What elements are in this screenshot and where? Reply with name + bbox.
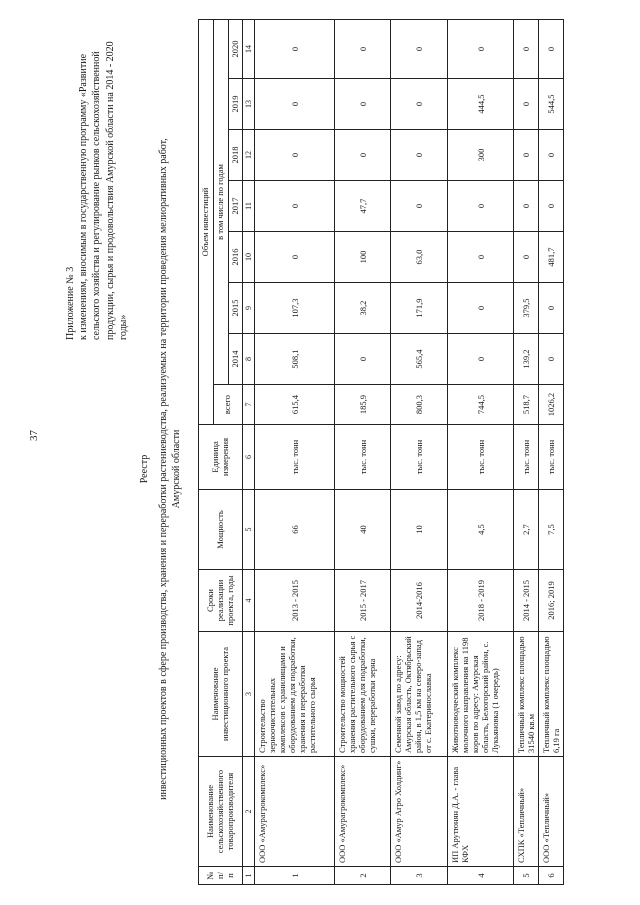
cell-unit: тыс. тонн (514, 425, 539, 490)
cell-year-2018: 300 (448, 130, 514, 181)
cell-period: 2014 - 2015 (514, 570, 539, 632)
cell-year-2019: 0 (391, 79, 448, 130)
header-producer: Наименование сельскохозяйственного товаропроизводителя (199, 757, 243, 867)
cell-year-2017: 0 (448, 181, 514, 232)
cell-capacity: 4,5 (448, 490, 514, 570)
header-year-2017: 2017 (228, 181, 243, 232)
header-num: № п/п (199, 867, 243, 885)
cell-total: 615,4 (255, 385, 335, 425)
cell-year-2018: 0 (391, 130, 448, 181)
column-number: 2 (243, 757, 255, 867)
header-period: Сроки реализации проекта, годы (199, 570, 243, 632)
cell-year-2015: 0 (448, 283, 514, 334)
cell-period: 2013 - 2015 (255, 570, 335, 632)
cell-year-2014: 508,1 (255, 334, 335, 385)
cell-year-2016: 0 (255, 232, 335, 283)
table-row (255, 19, 335, 884)
header-year-2015: 2015 (228, 283, 243, 334)
header-capacity: Мощность (199, 490, 243, 570)
column-number: 12 (243, 130, 255, 181)
cell-producer: ИП Арутюнян Д.А. - глава КФХ (448, 757, 514, 867)
cell-project: Тепличный комплекс площадью 31540 кв.м (514, 632, 539, 757)
table-row (448, 19, 514, 884)
cell-producer: ООО «Амур Агро Холдинг» (391, 757, 448, 867)
cell-year-2019: 444,5 (448, 79, 514, 130)
column-number: 13 (243, 79, 255, 130)
cell-project: Строительство мощностей хранения растительного сырья с оборудованием для подработки, сушки, переработки зерна (335, 632, 391, 757)
page-number: 37 (28, 430, 40, 441)
header-row-1 (199, 19, 214, 884)
cell-unit: тыс. тонн (255, 425, 335, 490)
cell-unit: тыс. тонн (448, 425, 514, 490)
cell-year-2014: 565,4 (391, 334, 448, 385)
cell-year-2017: 0 (514, 181, 539, 232)
cell-unit: тыс. тонн (335, 425, 391, 490)
cell-period: 2018 - 2019 (448, 570, 514, 632)
cell-year-2020: 0 (539, 19, 564, 78)
cell-num: 6 (539, 867, 564, 885)
registry-heading (138, 129, 183, 809)
cell-producer: ООО «Амурагрокомплекс» (255, 757, 335, 867)
cell-year-2018: 0 (539, 130, 564, 181)
cell-year-2020: 0 (448, 19, 514, 78)
cell-capacity: 40 (335, 490, 391, 570)
cell-total: 518,7 (514, 385, 539, 425)
registry-subtitle: инвестиционных проектов в сфере производства, хранения и переработки растениеводства, реализуемых на территории проведения мелиоративных работ, Амурской области (158, 138, 182, 800)
cell-year-2016: 63,0 (391, 232, 448, 283)
header-project: Наименование инвестиционного проекта (199, 632, 243, 757)
cell-year-2016: 481,7 (539, 232, 564, 283)
header-investment: Объем инвестиций (199, 19, 214, 424)
column-numbers-row (243, 19, 255, 884)
cell-producer: СХПК «Тепличный» (514, 757, 539, 867)
cell-year-2018: 0 (255, 130, 335, 181)
cell-year-2019: 0 (514, 79, 539, 130)
cell-year-2018: 0 (335, 130, 391, 181)
cell-unit: тыс. тонн (539, 425, 564, 490)
cell-total: 800,3 (391, 385, 448, 425)
cell-year-2016: 0 (514, 232, 539, 283)
cell-year-2019: 0 (255, 79, 335, 130)
cell-total: 185,9 (335, 385, 391, 425)
registry-title: Реестр (139, 454, 150, 484)
appendix-text: к изменениям, вносимым в государственную программу «Развитие сельского хозяйства и регулирование рынков сельскохозяйственной продукции, сырья и продовольствия Амурской области на 2014 - 2020 годы» (78, 41, 129, 340)
header-including: в том числе по годам (213, 19, 228, 384)
header-total: всего (213, 385, 243, 425)
column-number: 5 (243, 490, 255, 570)
cell-year-2016: 100 (335, 232, 391, 283)
column-number: 1 (243, 867, 255, 885)
header-year-2018: 2018 (228, 130, 243, 181)
cell-year-2015: 0 (539, 283, 564, 334)
cell-project: Тепличный комплекс площадью 6,19 га (539, 632, 564, 757)
cell-capacity: 66 (255, 490, 335, 570)
cell-capacity: 10 (391, 490, 448, 570)
cell-year-2017: 47,7 (335, 181, 391, 232)
cell-year-2014: 0 (539, 334, 564, 385)
cell-year-2014: 139,2 (514, 334, 539, 385)
cell-period: 2015 - 2017 (335, 570, 391, 632)
cell-project: Семенной завод по адресу: Амурская область, Октябрьский район, в 1,5 км на северо-запад от с. Екатеринославка (391, 632, 448, 757)
header-year-2016: 2016 (228, 232, 243, 283)
cell-year-2020: 0 (335, 19, 391, 78)
column-number: 6 (243, 425, 255, 490)
investment-table (198, 19, 564, 885)
column-number: 14 (243, 19, 255, 78)
appendix-title: Приложение № 3 (65, 266, 76, 340)
cell-year-2014: 0 (448, 334, 514, 385)
cell-period: 2014-2016 (391, 570, 448, 632)
header-year-2020: 2020 (228, 19, 243, 78)
header-unit: Единица измерения (199, 425, 243, 490)
cell-project: Животноводческий комплекс молочного направления на 1198 коров по адресу: Амурская область, Белогорский район, с. Лукьяновка (1 очередь) (448, 632, 514, 757)
cell-producer: ООО «Амурагрокомплекс» (335, 757, 391, 867)
cell-year-2017: 0 (255, 181, 335, 232)
column-number: 9 (243, 283, 255, 334)
column-number: 3 (243, 632, 255, 757)
cell-year-2015: 107,3 (255, 283, 335, 334)
cell-year-2015: 171,9 (391, 283, 448, 334)
table-row (391, 19, 448, 884)
cell-period: 2016; 2019 (539, 570, 564, 632)
cell-total: 744,5 (448, 385, 514, 425)
cell-year-2016: 0 (448, 232, 514, 283)
cell-total: 1026,2 (539, 385, 564, 425)
cell-year-2020: 0 (391, 19, 448, 78)
cell-num: 2 (335, 867, 391, 885)
column-number: 8 (243, 334, 255, 385)
cell-unit: тыс. тонн (391, 425, 448, 490)
table-row (335, 19, 391, 884)
cell-year-2018: 0 (514, 130, 539, 181)
header-year-2014: 2014 (228, 334, 243, 385)
cell-year-2017: 0 (391, 181, 448, 232)
header-year-2019: 2019 (228, 79, 243, 130)
cell-num: 5 (514, 867, 539, 885)
cell-year-2020: 0 (255, 19, 335, 78)
column-number: 10 (243, 232, 255, 283)
cell-year-2019: 544,5 (539, 79, 564, 130)
cell-year-2015: 38,2 (335, 283, 391, 334)
table-row (539, 19, 564, 884)
cell-num: 4 (448, 867, 514, 885)
cell-capacity: 2,7 (514, 490, 539, 570)
cell-year-2014: 0 (335, 334, 391, 385)
column-number: 7 (243, 385, 255, 425)
cell-producer: ООО «Тепличный» (539, 757, 564, 867)
appendix-block (64, 30, 130, 340)
column-number: 4 (243, 570, 255, 632)
cell-capacity: 7,5 (539, 490, 564, 570)
cell-year-2017: 0 (539, 181, 564, 232)
cell-year-2020: 0 (514, 19, 539, 78)
cell-num: 1 (255, 867, 335, 885)
cell-year-2019: 0 (335, 79, 391, 130)
table-row (514, 19, 539, 884)
cell-project: Строительство зерноочистительных комплексов с хранилищами и оборудованием для подработки, хранения и переработки растительного сырья (255, 632, 335, 757)
cell-num: 3 (391, 867, 448, 885)
cell-year-2015: 379,5 (514, 283, 539, 334)
column-number: 11 (243, 181, 255, 232)
